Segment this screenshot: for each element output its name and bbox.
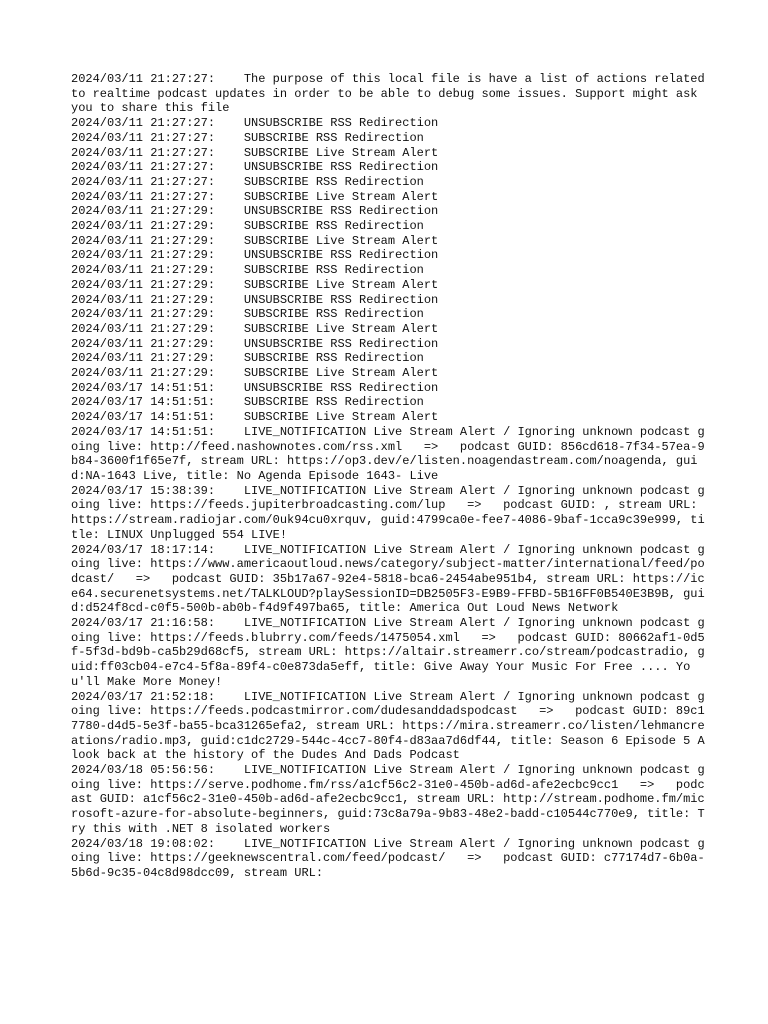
log-entry: 2024/03/11 21:27:29: UNSUBSCRIBE RSS Redirection [71,336,439,351]
log-entry: 2024/03/11 21:27:29: SUBSCRIBE RSS Redirection [71,263,424,278]
log-entry: 2024/03/11 21:27:29: SUBSCRIBE Live Stream Alert [71,277,439,292]
log-entry: 2024/03/17 18:17:14: LIVE_NOTIFICATION Live Stream Alert / Ignoring unknown podcast going live: https://www.americaoutloud.news/category/subject-matter/international/feed/podcast/ => podcast GUID: 35b17a67-92e4-5818-bca6-2454abe951b4, stream URL: https://ice64.securenetsystems.net/TALKLOUD?playSessionID=DB2505F3-E9B9-FFBD-5B16FF0B540E3B9B, guid:d524f8cd-c0f5-500b-ab0b-f4d9f497ba65, title: America Out Loud News Network [71,542,705,616]
log-entry: 2024/03/11 21:27:29: SUBSCRIBE RSS Redirection [71,219,424,234]
log-entry: 2024/03/11 21:27:27: UNSUBSCRIBE RSS Redirection [71,116,439,131]
log-entry: 2024/03/11 21:27:29: SUBSCRIBE Live Stream Alert [71,366,439,381]
log-entry: 2024/03/11 21:27:29: SUBSCRIBE Live Stream Alert [71,233,439,248]
log-entry: 2024/03/11 21:27:29: SUBSCRIBE RSS Redirection [71,351,424,366]
log-text-viewer [71,72,711,881]
log-entry: 2024/03/11 21:27:27: The purpose of this local file is have a list of actions related to realtime podcast updates in order to be able to debug some issues. Support might ask you to share this file [71,72,712,116]
log-entry: 2024/03/11 21:27:29: SUBSCRIBE Live Stream Alert [71,321,439,336]
log-entry: 2024/03/17 21:16:58: LIVE_NOTIFICATION Live Stream Alert / Ignoring unknown podcast going live: https://feeds.blubrry.com/feeds/1475054.xml => podcast GUID: 80662af1-0d5f-5f3d-bd9b-ca5b29d68cf5, stream URL: https://altair.streamerr.co/stream/podcastradio, guid:ff03cb04-e7c4-5f8a-89f4-c0e873da5eff, title: Give Away Your Music For Free .... You'll Make More Money! [71,616,705,689]
log-entry: 2024/03/17 14:51:51: UNSUBSCRIBE RSS Redirection [71,380,439,395]
log-entry: 2024/03/17 14:51:51: LIVE_NOTIFICATION Live Stream Alert / Ignoring unknown podcast going live: http://feed.nashownotes.com/rss.xml => podcast GUID: 856cd618-7f34-57ea-9b84-3600f1f65e7f, stream URL: https://op3.dev/e/listen.noagendastream.com/noagenda, guid:NA-1643 Live, title: No Agenda Episode 1643- Live [71,424,705,483]
log-entry: 2024/03/11 21:27:29: UNSUBSCRIBE RSS Redirection [71,248,439,263]
log-entry: 2024/03/11 21:27:27: SUBSCRIBE Live Stream Alert [71,189,439,204]
log-entry: 2024/03/18 05:56:56: LIVE_NOTIFICATION Live Stream Alert / Ignoring unknown podcast going live: https://serve.podhome.fm/rss/a1cf56c2-31e0-450b-ad6d-afe2ecbc9cc1 => podcast GUID: a1cf56c2-31e0-450b-ad6d-afe2ecbc9cc1, stream URL: http://stream.podhome.fm/microsoft-azure-for-absolute-beginners, guid:73c8a79a-9b83-48e2-badd-c10544c770e9, title: Try this with .NET 8 isolated workers [71,763,705,836]
log-entry: 2024/03/17 14:51:51: SUBSCRIBE RSS Redirection [71,395,424,410]
log-entry: 2024/03/11 21:27:29: UNSUBSCRIBE RSS Redirection [71,292,439,307]
log-entry: 2024/03/11 21:27:27: SUBSCRIBE Live Stream Alert [71,145,439,160]
log-entry: 2024/03/17 14:51:51: SUBSCRIBE Live Stream Alert [71,410,439,425]
log-entry: 2024/03/17 15:38:39: LIVE_NOTIFICATION Live Stream Alert / Ignoring unknown podcast going live: https://feeds.jupiterbroadcasting.com/lup => podcast GUID: , stream URL: https://stream.radiojar.com/0uk94cu0xrquv, guid:4799ca0e-fee7-4086-9baf-1cca9c39e999, title: LINUX Unplugged 554 LIVE! [71,483,705,542]
log-entry: 2024/03/18 19:08:02: LIVE_NOTIFICATION Live Stream Alert / Ignoring unknown podcast going live: https://geeknewscentral.com/feed/podcast/ => podcast GUID: c77174d7-6b0a-5b6d-9c35-04c8d98dcc09, stream URL: [71,836,705,880]
log-entry: 2024/03/11 21:27:29: SUBSCRIBE RSS Redirection [71,307,424,322]
log-entry: 2024/03/11 21:27:27: SUBSCRIBE RSS Redirection [71,130,424,145]
log-entry: 2024/03/11 21:27:27: UNSUBSCRIBE RSS Redirection [71,160,439,175]
log-entry: 2024/03/11 21:27:29: UNSUBSCRIBE RSS Redirection [71,204,439,219]
log-entry: 2024/03/11 21:27:27: SUBSCRIBE RSS Redirection [71,174,424,189]
log-entry: 2024/03/17 21:52:18: LIVE_NOTIFICATION Live Stream Alert / Ignoring unknown podcast going live: https://feeds.podcastmirror.com/dudesanddadspodcast => podcast GUID: 89c17780-d4d5-5e3f-ba55-bca31265efa2, stream URL: https://mira.streamerr.co/listen/lehmancreations/radio.mp3, guid:c1dc2729-544c-4cc7-80f4-d83aa7d6df44, title: Season 6 Episode 5 A look back at the history of the Dudes And Dads Podcast [71,689,712,763]
